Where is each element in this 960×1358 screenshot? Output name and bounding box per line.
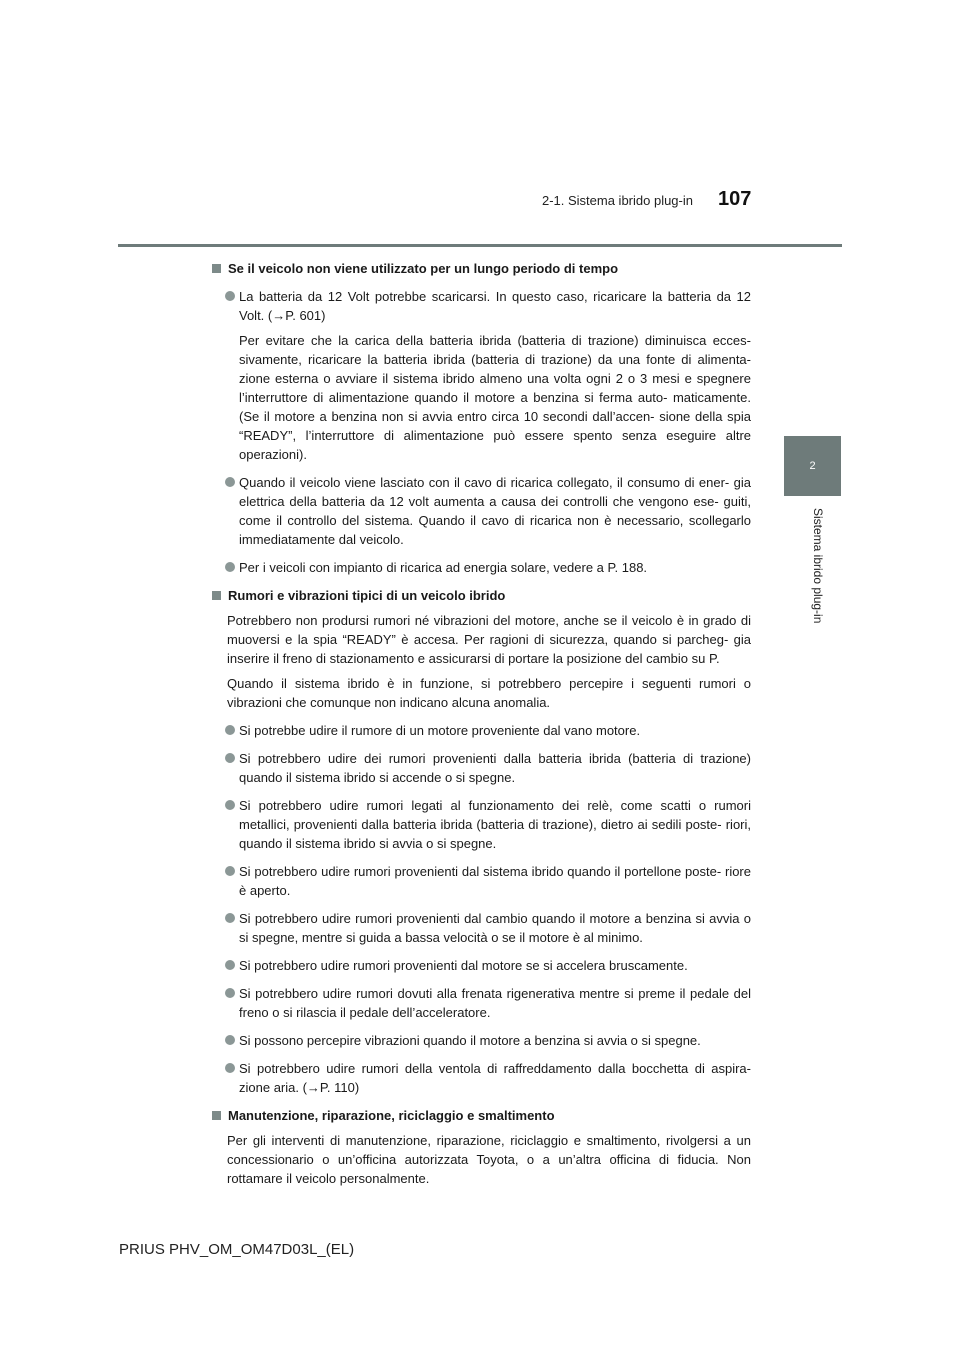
section-paragraph: Quando il sistema ibrido è in funzione, si potrebbero percepire i seguenti rumori o vibrazioni che comunque non indicano alcuna anomalia. [227,676,751,710]
bullet-item: Quando il veicolo viene lasciato con il cavo di ricarica collegato, il consumo di ener- gia elettrica della batteria da 12 volt aumenta a causa dei controlli che vengono ese- guiti, come il controllo del sistema. Quando il cavo di ricarica non è necessario, scollegarlo immediatamente dal veicolo. [211,473,751,549]
header-section-title: 2-1. Sistema ibrido plug-in [541,193,693,208]
bullet-item: Si potrebbero udire dei rumori provenienti dalla batteria ibrida (batteria di trazione) quando il sistema ibrido si accende o si spegne. [211,749,751,787]
bullet-item: Si potrebbero udire rumori legati al funzionamento dei relè, come scatti o rumori metallici, provenienti dalla batteria ibrida (batteria di trazione), dietro ai sedili poste- riori, quando il sistema ibrido si avvia o si spegne. [211,796,751,853]
bullet-item: Si potrebbe udire il rumore di un motore proveniente dal vano motore. [211,721,751,740]
bullet-item: Per i veicoli con impianto di ricarica ad energia solare, vedere a P. 188. [211,558,751,577]
bullet-item: Si potrebbero udire rumori provenienti dal cambio quando il motore a benzina si avvia o si spegne, mentre si guida a bassa velocità o se il motore è al minimo. [211,909,751,947]
section-heading: Se il veicolo non viene utilizzato per un lungo periodo di tempo [211,259,751,278]
chapter-tab [784,436,841,496]
bullet-item: Si potrebbero udire rumori provenienti dal sistema ibrido quando il portellone poste- riore è aperto. [211,862,751,900]
header-rule [118,244,842,247]
bullet-item: La batteria da 12 Volt potrebbe scaricarsi. In questo caso, ricaricare la batteria da 12 Volt. (→P. 601) [211,287,751,325]
section-heading: Manutenzione, riparazione, riciclaggio e smaltimento [211,1106,751,1125]
bullet-item: Si potrebbero udire rumori della ventola di raffreddamento dalla bocchetta di aspira- zione aria. (→P. 110) [211,1059,751,1097]
page-number: 107 [718,188,752,210]
document-code: PRIUS PHV_OM_OM47D03L_(EL) [119,1241,355,1258]
bullet-item: Si possono percepire vibrazioni quando il motore a benzina si avvia o si spegne. [211,1031,751,1050]
chapter-tab-number: 2 [809,460,816,472]
bullet-paragraph: Per evitare che la carica della batteria ibrida (batteria di trazione) diminuisca ecces- sivamente, ricaricare la batteria ibrida (batteria di trazione) da una fonte di alimenta- zione esterna o avviare il sistema ibrido almeno una volta ogni 2 o 3 mesi e spegnere l’interruttore di alimentazione quando il motore a benzina si ferma auto- maticamente. (Se il motore a benzina non si avvia entro circa 10 secondi dall’accen- sione della spia “READY”, l’interruttore di alimentazione può essere spento senza eseguire altre operazioni). [239,333,751,462]
bullet-item: Si potrebbero udire rumori provenienti dal motore se si accelera bruscamente. [211,956,751,975]
chapter-tab-label: Sistema ibrido plug-in [811,508,825,624]
bullet-item: Si potrebbero udire rumori dovuti alla frenata rigenerativa mentre si preme il pedale del freno o si rilascia il pedale dell’acceleratore. [211,984,751,1022]
section-heading: Rumori e vibrazioni tipici di un veicolo ibrido [211,586,751,605]
page-content [211,253,751,1188]
section-paragraph: Per gli interventi di manutenzione, riparazione, riciclaggio e smaltimento, rivolgersi a un concessionario o un’officina autorizzata Toyota, o a un’altra officina di fiducia. Non rottamare il veicolo personalmente. [227,1133,751,1186]
section-paragraph: Potrebbero non prodursi rumori né vibrazioni del motore, anche se il veicolo è in grado di muoversi e la spia “READY” è accesa. Per ragioni di sicurezza, quando si parcheg- gia inserire il freno di stazionamento e assicurarsi di portare la posizione del cambio su P. [227,613,751,666]
